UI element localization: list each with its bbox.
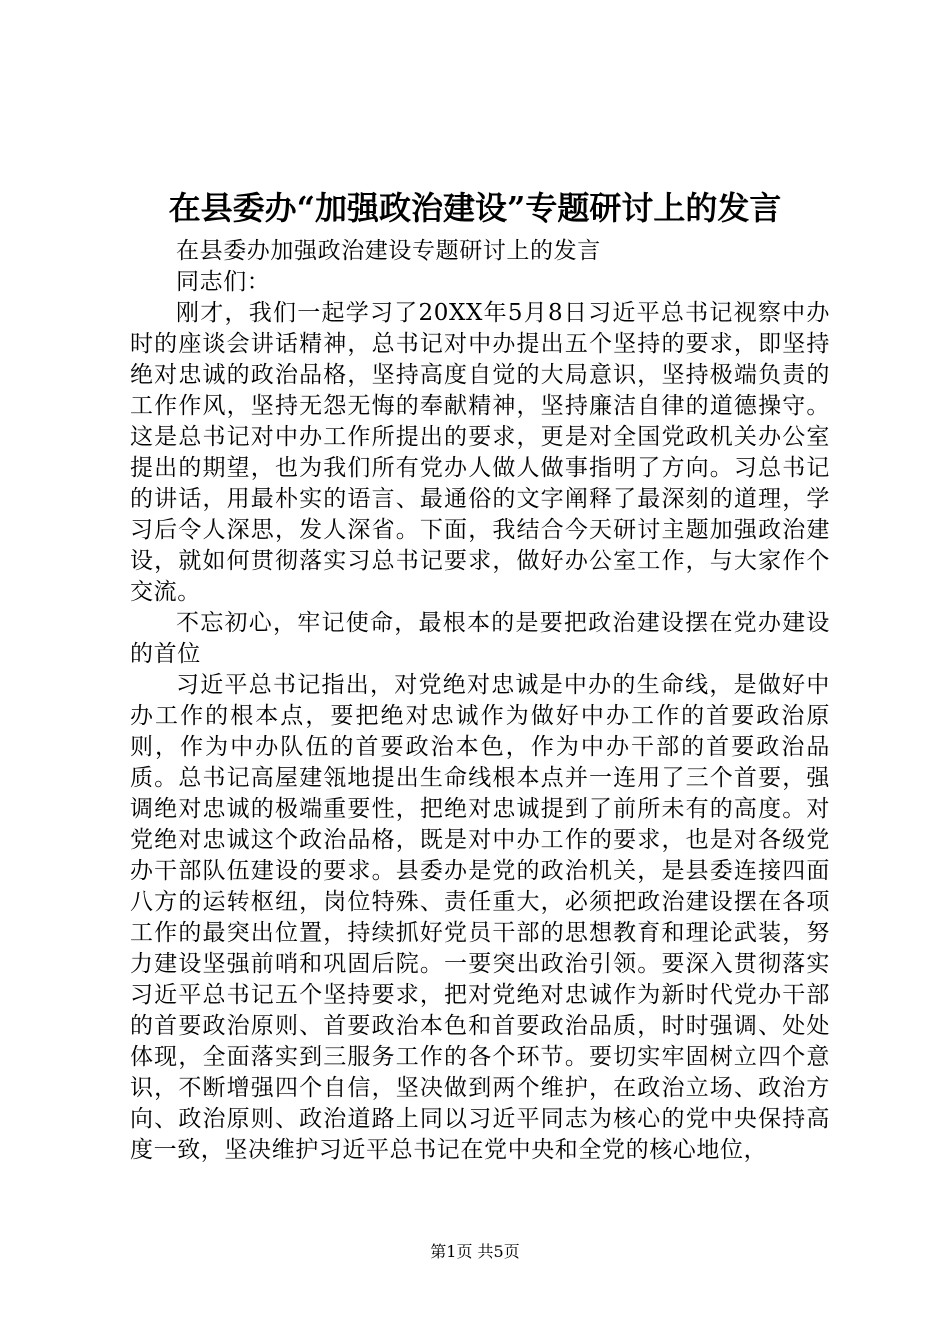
paragraph-subtitle: 在县委办加强政治建设专题研讨上的发言 [176,238,601,264]
paragraph-salutation: 同志们： [176,269,271,295]
document-body [130,236,830,1166]
paragraph-heading: 不忘初心，牢记使命，最根本的是要把政治建设摆在党办建设的首位 [130,610,830,667]
paragraph-main: 习近平总书记指出，对党绝对忠诚是中办的生命线，是做好中办工作的根本点，要把绝对忠诚作为做好中办工作的首要政治原则，作为中办队伍的首要政治本色，作为中办干部的首要政治品质。总书记高屋建瓴地提出生命线根本点并一连用了三个首要，强调绝对忠诚的极端重要性，把绝对忠诚提到了前所未有的高度。对党绝对忠诚这个政治品格，既是对中办工作的要求，也是对各级党办干部队伍建设的要求。县委办是党的政治机关，是县委连接四面八方的运转枢纽，岗位特殊、责任重大，必须把政治建设摆在各项工作的最突出位置，持续抓好党员干部的思想教育和理论武装，努力建设坚强前哨和巩固后院。一要突出政治引领。要深入贯彻落实习近平总书记五个坚持要求，把对党绝对忠诚作为新时代党办干部的首要政治原则、首要政治本色和首要政治品质，时时强调、处处体现，全面落实到三服务工作的各个环节。要切实牢固树立四个意识，不断增强四个自信，坚决做到两个维护，在政治立场、政治方向、政治原则、政治道路上同以习近平同志为核心的党中央保持高度一致，坚决维护习近平总书记在党中央和全党的核心地位， [130,672,830,1163]
paragraph-intro: 刚才，我们一起学习了20XX年5月8日习近平总书记视察中办时的座谈会讲话精神，总书记对中办提出五个坚持的要求，即坚持绝对忠诚的政治品格，坚持高度自觉的大局意识，坚持极端负责的工作作风，坚持无怨无悔的奉献精神，坚持廉洁自律的道德操守。这是总书记对中办工作所提出的要求，更是对全国党政机关办公室提出的期望，也为我们所有党办人做人做事指明了方向。习总书记的讲话，用最朴实的语言、最通俗的文字阐释了最深刻的道理，学习后令人深思，发人深省。下面，我结合今天研讨主题加强政治建设，就如何贯彻落实习总书记要求，做好办公室工作，与大家作个交流。 [130,300,830,605]
document-title: 在县委办“加强政治建设”专题研讨上的发言 [168,189,782,227]
page-footer: 第1页 共5页 [430,1242,520,1261]
